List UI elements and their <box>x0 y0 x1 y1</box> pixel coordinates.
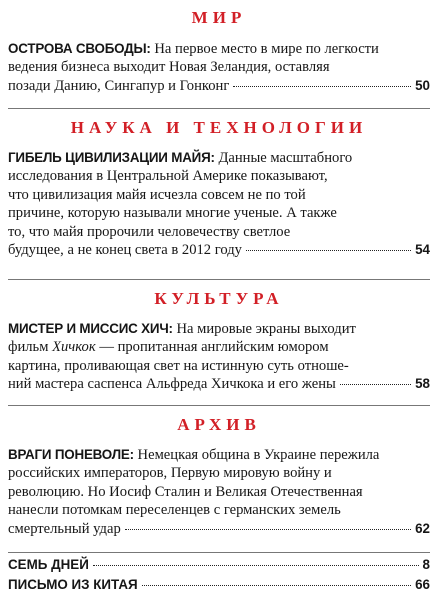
section-culture <box>8 289 430 309</box>
entry-text-line: ний мастера саспенса Альфреда Хичкока и его жены <box>8 376 336 393</box>
page-number: 50 <box>415 77 430 93</box>
entry-text-line: позади Данию, Сингапур и Гонконг <box>8 77 230 94</box>
dot-leader <box>142 585 411 586</box>
dot-leader <box>246 250 411 251</box>
entry-text-line: российских императоров, Первую мировую войну и <box>8 465 332 482</box>
entry-text-line: Данные масштабного <box>218 150 353 166</box>
entry-text-line: будущее, а не конец света в 2012 году <box>8 242 242 259</box>
section-title: КУЛЬТУРА <box>154 289 284 308</box>
dot-leader <box>233 86 411 87</box>
page-number: 54 <box>415 242 430 258</box>
entry-last-line <box>8 241 430 259</box>
entry-text-line: На мировые экраны выходит <box>176 321 356 337</box>
divider <box>8 279 430 280</box>
page-number: 8 <box>422 557 430 572</box>
entry-headline: ОСТРОВА СВОБОДЫ: <box>8 41 151 56</box>
entry-text-line: фильм Хичкок — пропитанная английским юмором <box>8 339 329 356</box>
toc-entry-seven-days[interactable] <box>8 556 430 574</box>
section-title: НАУКА И ТЕХНОЛОГИИ <box>70 118 368 137</box>
section-title: МИР <box>191 8 247 27</box>
entry-text-line: что цивилизация майя исчезла совсем не по той <box>8 186 306 203</box>
entry-text-line: Немецкая община в Украине пережила <box>137 447 380 463</box>
divider <box>8 108 430 109</box>
section-title: АРХИВ <box>177 415 261 434</box>
entry-text-line: то, что майя пророчили человечеству светлое <box>8 223 291 240</box>
entry-headline: МИСТЕР И МИССИС ХИЧ: <box>8 321 173 336</box>
entry-first-line <box>8 149 430 167</box>
entry-headline: ГИБЕЛЬ ЦИВИЛИЗАЦИИ МАЙЯ: <box>8 150 215 165</box>
entry-text-line: причине, которую называли многие ученые. А также <box>8 205 337 222</box>
entry-first-line <box>8 446 430 464</box>
film-title: Хичкок <box>52 339 96 356</box>
section-science <box>8 118 430 138</box>
page-number: 62 <box>415 520 430 536</box>
entry-text-line: смертельный удар <box>8 520 121 537</box>
toc-entry-maya-civilization[interactable] <box>8 149 430 259</box>
entry-headline: СЕМЬ ДНЕЙ <box>8 557 89 572</box>
section-world <box>8 8 430 28</box>
entry-text-line: революцию. Но Иосиф Сталин и Великая Отечественная <box>8 483 363 500</box>
entry-last-line <box>8 375 430 393</box>
entry-text-line: картина, проливающая свет на истинную суть отноше- <box>8 357 349 374</box>
divider <box>8 405 430 406</box>
toc-entry-letter-from-china[interactable] <box>8 576 430 594</box>
dot-leader <box>93 565 419 566</box>
entry-last-line <box>8 77 430 95</box>
divider <box>8 552 430 553</box>
entry-last-line <box>8 520 430 538</box>
dot-leader <box>125 529 411 530</box>
toc-entry-reluctant-enemies[interactable] <box>8 446 430 538</box>
page-number: 58 <box>415 376 430 392</box>
entry-text-line: нанесли потомкам переселенцев с германских земель <box>8 502 341 519</box>
entry-text-line: ведения бизнеса выходит Новая Зеландия, оставляя <box>8 59 330 76</box>
page-number: 66 <box>415 577 430 592</box>
toc-entry-islands-of-freedom[interactable] <box>8 40 430 95</box>
entry-headline: ПИСЬМО ИЗ КИТАЯ <box>8 577 138 592</box>
entry-first-line <box>8 320 430 338</box>
entry-text-line: На первое место в мире по легкости <box>154 41 379 57</box>
section-archive <box>8 415 430 435</box>
entry-headline: ВРАГИ ПОНЕВОЛЕ: <box>8 447 134 462</box>
dot-leader <box>340 384 411 385</box>
toc-entry-hitchcock[interactable] <box>8 320 430 394</box>
entry-first-line <box>8 40 430 58</box>
entry-text-line: исследования в Центральной Америке показывают, <box>8 168 328 185</box>
